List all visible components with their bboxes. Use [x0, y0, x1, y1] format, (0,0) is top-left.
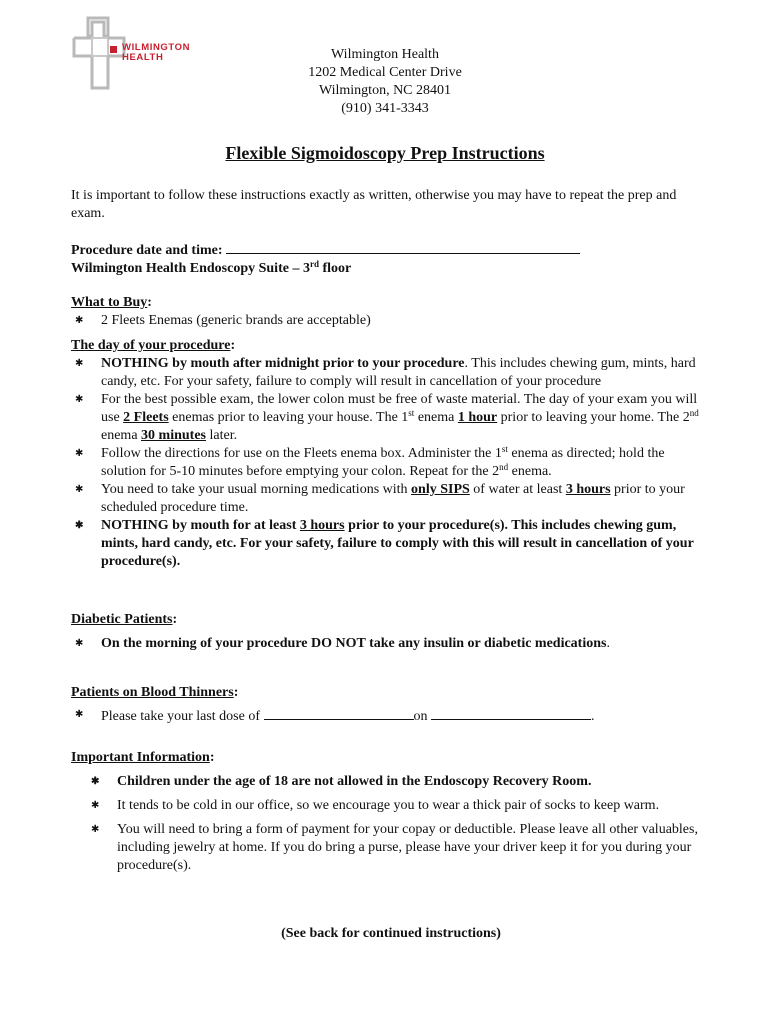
- emphasis-text: 30 minutes: [141, 428, 206, 443]
- last-dose-date-blank[interactable]: [431, 706, 591, 720]
- list-item-text: Follow the directions for use on the Fleets enema box. Administer the 1: [101, 446, 502, 461]
- phone-number: (910) 341-3343: [341, 101, 429, 116]
- heading-colon: :: [172, 612, 178, 627]
- emphasis-text: 2 Fleets: [123, 410, 169, 425]
- what-to-buy-heading: [71, 294, 711, 312]
- continued-note: (See back for continued instructions): [281, 926, 501, 941]
- logo-line-2: HEALTH: [122, 52, 164, 63]
- diabetic-list: [71, 635, 711, 653]
- list-item-text: 2 Fleets Enemas (generic brands are acceptable): [101, 313, 371, 328]
- bullet-icon: ✱: [91, 824, 100, 835]
- procedure-date-label: Procedure date and time:: [71, 243, 223, 258]
- list-item-text: prior to your scheduled procedure time.: [101, 482, 685, 515]
- bullet-icon: ✱: [91, 800, 100, 811]
- bullet-icon: ✱: [75, 638, 84, 649]
- important-heading: [71, 749, 711, 767]
- day-of-heading: [71, 337, 711, 355]
- logo-line-1: WILMINGTON: [122, 42, 191, 53]
- list-item-text: You will need to bring a form of payment for your copay or deductible. Please leave all other valuables, including jewelry at home. If you do bring a purse, please have your driver keep it for you during your procedure(s).: [117, 822, 698, 873]
- list-item-text: prior to your procedure(s). This includes chewing gum, mints, hard candy, etc. For your safety, failure to comply with this will result in cancellation of your procedure(s).: [101, 518, 694, 569]
- list-item: [71, 312, 711, 330]
- list-item-text: It tends to be cold in our office, so we encourage you to wear a thick pair of socks to keep warm.: [117, 798, 660, 813]
- bullet-icon: ✱: [75, 520, 84, 531]
- list-item-text: Please take your last dose of: [101, 709, 264, 724]
- heading-colon: :: [147, 295, 152, 310]
- blood-thinners-list: [71, 706, 711, 726]
- ordinal-sup: st: [501, 444, 508, 454]
- what-to-buy-list: [71, 312, 711, 330]
- day-of-list: [71, 355, 711, 571]
- emphasis-text: NOTHING by mouth after midnight prior to your procedure: [101, 356, 465, 371]
- diabetic-heading-text: Diabetic Patients: [71, 612, 173, 627]
- list-item-text: NOTHING by mouth for at least: [101, 518, 300, 533]
- list-item: [71, 445, 711, 481]
- list-item: [71, 517, 711, 571]
- what-to-buy-section: [71, 294, 711, 330]
- list-item: [71, 773, 711, 791]
- list-item-end: .: [606, 636, 610, 651]
- bullet-icon: ✱: [75, 484, 84, 495]
- location-text: Wilmington Health Endoscopy Suite – 3: [71, 261, 310, 276]
- intro-paragraph: It is important to follow these instructions exactly as written, otherwise you may have to repeat the prep and exam.: [71, 188, 677, 221]
- blood-thinners-heading-text: Patients on Blood Thinners: [71, 685, 234, 700]
- location-sup: rd: [309, 259, 319, 269]
- list-item: [71, 355, 711, 391]
- ordinal-sup: st: [408, 408, 415, 418]
- emphasis-text: 1 hour: [457, 410, 498, 425]
- ordinal-sup: nd: [499, 462, 509, 472]
- bullet-icon: ✱: [75, 394, 84, 405]
- what-to-buy-heading-text: What to Buy: [71, 295, 148, 310]
- list-item-text: later.: [205, 428, 238, 443]
- procedure-date-line: [71, 240, 711, 260]
- emphasis-text: only SIPS: [411, 482, 470, 497]
- list-item-text: Children under the age of 18 are not allowed in the Endoscopy Recovery Room.: [117, 774, 592, 789]
- location-suffix: floor: [318, 261, 352, 276]
- list-item-text: On the morning of your procedure DO NOT take any insulin or diabetic medications: [101, 636, 607, 651]
- bullet-icon: ✱: [75, 448, 84, 459]
- list-item: [71, 797, 711, 815]
- list-item-text: enema: [101, 428, 142, 443]
- list-item: [71, 706, 711, 726]
- last-dose-blank[interactable]: [264, 706, 414, 720]
- heading-colon: :: [230, 338, 236, 353]
- list-item-text: enema as directed; hold the solution for 5-10 minutes before emptying your colon. Repeat for the 2: [101, 446, 665, 479]
- list-item-text: on: [413, 709, 432, 724]
- important-section: [71, 749, 711, 875]
- list-item: [71, 481, 711, 517]
- heading-colon: :: [209, 750, 215, 765]
- bullet-icon: ✱: [91, 776, 100, 787]
- blood-thinners-heading: [71, 684, 711, 702]
- clinic-name: Wilmington Health: [331, 47, 439, 62]
- list-item: [71, 821, 711, 875]
- list-item-text: of water at least: [469, 482, 566, 497]
- list-item-text: enema.: [508, 464, 552, 479]
- diabetic-section: [71, 611, 711, 653]
- list-item-text: prior to leaving your home. The 2: [497, 410, 690, 425]
- bullet-icon: ✱: [75, 709, 84, 720]
- emphasis-text: 3 hours: [565, 482, 611, 497]
- diabetic-heading: [71, 611, 711, 629]
- list-item-text: enema: [414, 410, 458, 425]
- bullet-icon: ✱: [75, 315, 84, 326]
- clinic-address: [0, 46, 770, 118]
- city-state-zip: Wilmington, NC 28401: [318, 83, 452, 98]
- procedure-date-blank[interactable]: [226, 240, 580, 254]
- list-item-text: For the best possible exam, the lower colon must be free of waste material. The day of your exam you will use: [101, 392, 698, 425]
- list-item-end: .: [591, 709, 595, 724]
- day-of-heading-text: The day of your procedure: [71, 338, 231, 353]
- emphasis-text: 3 hours: [299, 518, 345, 533]
- heading-colon: :: [233, 685, 239, 700]
- bullet-icon: ✱: [75, 358, 84, 369]
- list-item-text: You need to take your usual morning medications with: [101, 482, 412, 497]
- list-item: [71, 635, 711, 653]
- list-item-text: . This includes chewing gum, mints, hard candy, etc. For your safety, failure to comply will result in cancellation of your procedure: [101, 356, 696, 389]
- blood-thinners-section: [71, 684, 711, 726]
- street-address: 1202 Medical Center Drive: [308, 65, 462, 80]
- procedure-section: [71, 240, 711, 278]
- list-item-text: enemas prior to leaving your house. The 1: [168, 410, 409, 425]
- ordinal-sup: nd: [689, 408, 699, 418]
- important-list: [71, 773, 711, 875]
- list-item: [71, 391, 711, 445]
- page-title: Flexible Sigmoidoscopy Prep Instructions: [225, 143, 545, 163]
- procedure-location: [71, 260, 711, 278]
- day-of-section: [71, 337, 711, 571]
- important-heading-text: Important Information: [71, 750, 210, 765]
